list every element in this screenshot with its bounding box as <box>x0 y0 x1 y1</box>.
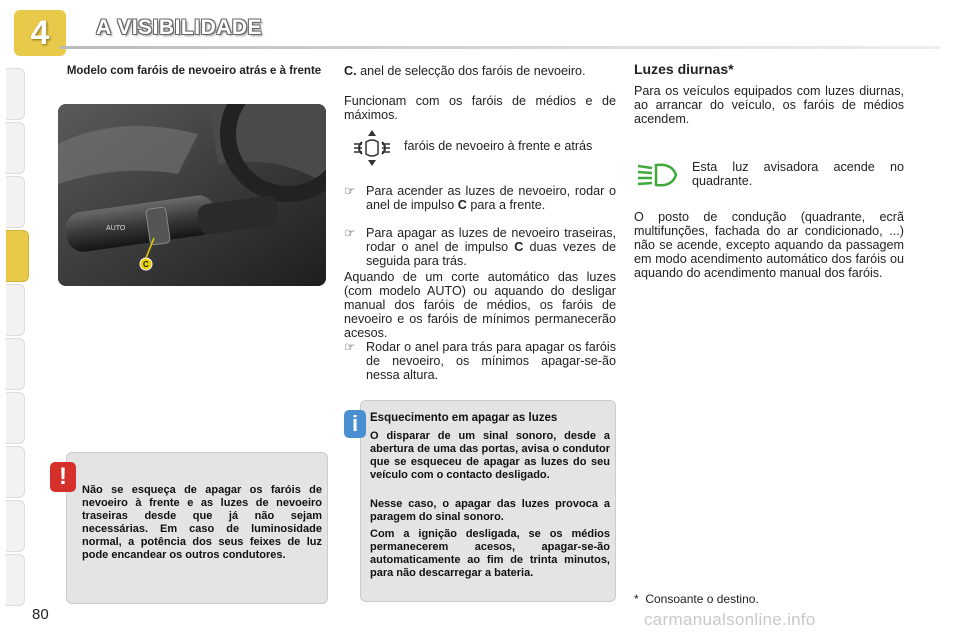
c-label: C. <box>344 64 357 78</box>
auto-cutoff-paragraph: Aquando de um corte automático das luzes (com modelo AUTO) ou aquando do desligar manual dos faróis de médios, os faróis de nevoeiro e os faróis de mínimos permanecerão acesos. <box>344 270 616 340</box>
dashboard-paragraph: O posto de condução (quadrante, ecrã multifunções, fachada do ar condicionado, ...) não se acende, excepto aquando da passagem em modo acendimento automático dos faróis ou aquando do acendimento manual dos faróis. <box>634 210 904 280</box>
c-text: anel de selecção dos faróis de nevoeiro. <box>360 64 586 78</box>
footnote <box>634 592 759 606</box>
side-tab-3[interactable] <box>6 176 25 228</box>
photo-label-c: C <box>143 260 149 269</box>
bullet-1-text-b: para a frente. <box>470 198 546 212</box>
side-tab-6[interactable] <box>6 338 25 390</box>
footnote-star: * <box>634 592 639 606</box>
bullet-3 <box>344 340 616 382</box>
warning-text: Não se esqueça de apagar os faróis de nevoeiro à frente e as luzes de nevoeiro traseiras desde que já não sejam necessárias. Em caso de luminosidade normal, a potência dos seus feixes de luz pode encandear os outros condutores. <box>82 484 322 561</box>
info-paragraph-1: O disparar de um sinal sonoro, desde a abertura de uma das portas, avisa o condutor que se esqueceu de apagar as luzes do seu veículo com o contacto desligado. <box>370 430 610 481</box>
daytime-lights-intro: Para os veículos equipados com luzes diurnas, ao arrancar do veículo, os faróis de médios acendem. <box>634 84 904 126</box>
pointing-hand-bullet-icon: ☞ <box>344 226 356 240</box>
bullet-2-c: C <box>514 240 524 254</box>
chapter-number-tab: 4 <box>14 10 66 56</box>
watermark: carmanualsonline.info <box>644 610 816 629</box>
side-tab-4-active[interactable] <box>6 230 29 282</box>
c-description <box>344 64 616 78</box>
photo-label-auto: AUTO <box>106 225 126 232</box>
bullet-1-text-a: Para acender as luzes de nevoeiro, rodar o anel de impulso <box>366 184 616 212</box>
figure-caption: Modelo com faróis de nevoeiro atrás e à frente <box>66 65 322 77</box>
side-tab-2[interactable] <box>6 122 25 174</box>
side-tab-8[interactable] <box>6 446 25 498</box>
stalk-photo <box>58 104 326 286</box>
page-number: 80 <box>32 606 49 623</box>
bullet-2-text-a: Para apagar as luzes de nevoeiro traseiras, rodar o anel de impulso <box>366 226 616 254</box>
daytime-light-indicator-icon <box>636 160 680 190</box>
side-tab-1[interactable] <box>6 68 25 120</box>
info-title: Esquecimento em apagar as luzes <box>370 412 558 424</box>
fog-lamp-caption: faróis de nevoeiro à frente e atrás <box>404 139 593 153</box>
info-paragraph-3: Com a ignição desligada, se os médios permanecerem acesos, apagar-se-ão automaticamente ao fim de trinta minutos, para não descarregar a bateria. <box>370 528 610 579</box>
fog-lamp-icon <box>352 128 392 168</box>
bullet-1-c: C <box>457 198 467 212</box>
bullet-1 <box>344 184 616 212</box>
side-tab-9[interactable] <box>6 500 25 552</box>
side-tab-10[interactable] <box>6 554 25 606</box>
function-intro: Funcionam com os faróis de médios e de máximos. <box>344 94 616 122</box>
bullet-2-text-b: duas vezes de seguida para trás. <box>366 240 617 268</box>
pointing-hand-bullet-icon: ☞ <box>344 184 356 198</box>
warning-badge: ! <box>50 462 76 492</box>
indicator-description: Esta luz avisadora acende no quadrante. <box>692 160 904 188</box>
daytime-lights-title: Luzes diurnas* <box>634 61 734 77</box>
light-stalk-illustration <box>58 104 326 286</box>
pointing-hand-bullet-icon: ☞ <box>344 340 356 354</box>
side-tab-5[interactable] <box>6 284 25 336</box>
footnote-text: Consoante o destino. <box>645 592 759 606</box>
side-tab-7[interactable] <box>6 392 25 444</box>
bullet-3-text: Rodar o anel para trás para apagar os faróis de nevoeiro, os mínimos apagar-se-ão nessa altura. <box>366 340 616 382</box>
info-paragraph-2: Nesse caso, o apagar das luzes provoca a paragem do sinal sonoro. <box>370 498 610 523</box>
bullet-2 <box>344 226 616 268</box>
chapter-title: A VISIBILIDADE <box>96 16 263 39</box>
header-divider <box>60 46 940 49</box>
info-badge: i <box>344 410 366 438</box>
